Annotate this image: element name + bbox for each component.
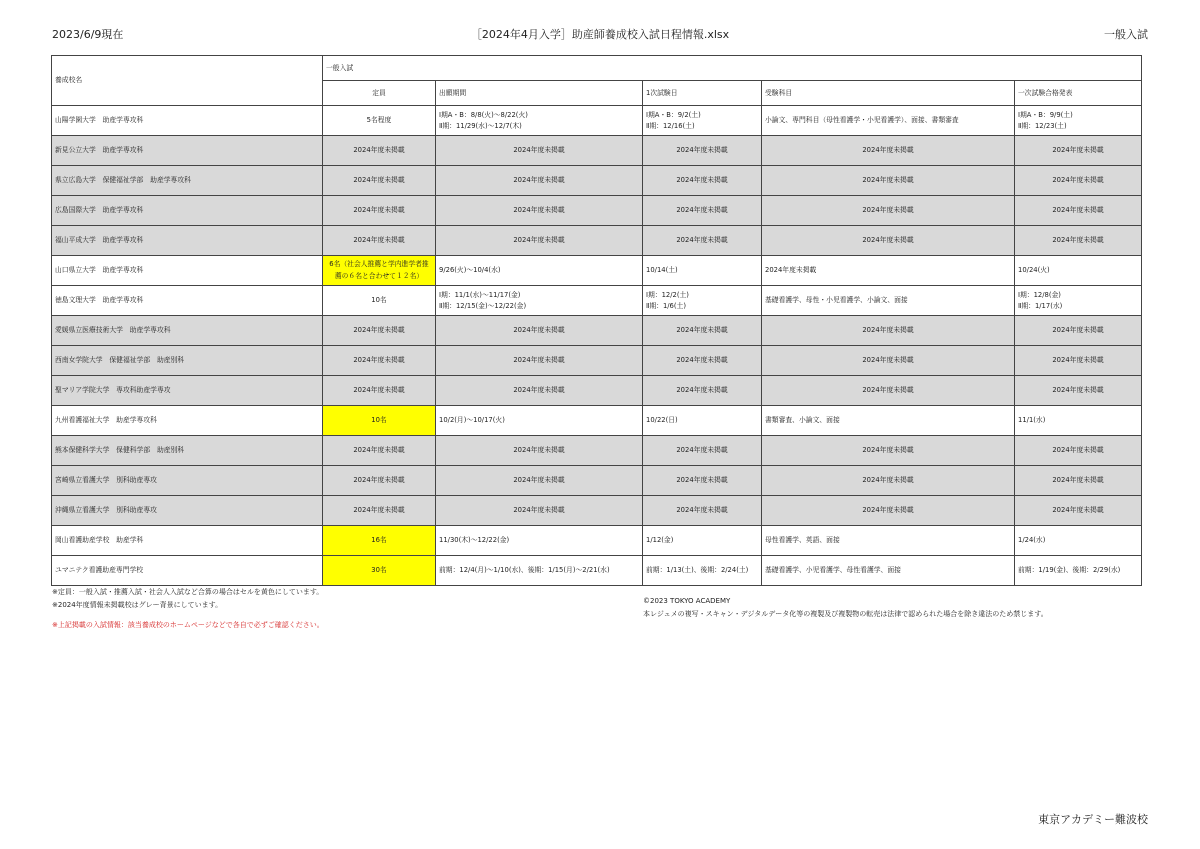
application-period-cell: 2024年度未掲載 bbox=[436, 466, 643, 496]
first-exam-date-cell: 2024年度未掲載 bbox=[643, 436, 762, 466]
table-row bbox=[52, 286, 1142, 316]
table-row bbox=[52, 376, 1142, 406]
capacity-cell: 2024年度未掲載 bbox=[323, 166, 436, 196]
document-title: ［2024年4月入学］助産師養成校入試日程情報.xlsx bbox=[470, 28, 730, 41]
copy-restriction-line: 本レジュメの複写・スキャン・デジタルデータ化等の複製及び複製物の転売は法律で認められた場合を除き違法のため禁じます。 bbox=[643, 609, 1048, 618]
school-name-cell: 新見公立大学 助産学専攻科 bbox=[52, 136, 323, 166]
capacity-cell: 2024年度未掲載 bbox=[323, 316, 436, 346]
school-name-cell: 徳島文理大学 助産学専攻科 bbox=[52, 286, 323, 316]
schedule-table bbox=[51, 55, 1142, 586]
capacity-cell: 2024年度未掲載 bbox=[323, 466, 436, 496]
exam-subjects-cell: 2024年度未掲載 bbox=[762, 466, 1015, 496]
capacity-cell: 10名 bbox=[323, 286, 436, 316]
footer-school-name: 東京アカデミー難波校 bbox=[1038, 813, 1148, 826]
application-period-cell: 2024年度未掲載 bbox=[436, 136, 643, 166]
result-announcement-cell: 2024年度未掲載 bbox=[1015, 496, 1142, 526]
exam-subjects-cell: 2024年度未掲載 bbox=[762, 136, 1015, 166]
exam-subjects-cell: 書類審査、小論文、面接 bbox=[762, 406, 1015, 436]
application-period-cell: 2024年度未掲載 bbox=[436, 316, 643, 346]
school-name-cell: 岡山看護助産学校 助産学科 bbox=[52, 526, 323, 556]
table-row bbox=[52, 166, 1142, 196]
school-name-cell: 西南女学院大学 保健福祉学部 助産別科 bbox=[52, 346, 323, 376]
table-row bbox=[52, 406, 1142, 436]
result-announcement-cell: 1/24(水) bbox=[1015, 526, 1142, 556]
first-exam-date-cell: 2024年度未掲載 bbox=[643, 496, 762, 526]
application-period-cell: 2024年度未掲載 bbox=[436, 196, 643, 226]
capacity-cell: 30名 bbox=[323, 556, 436, 586]
exam-subjects-cell: 2024年度未掲載 bbox=[762, 346, 1015, 376]
first-exam-date-cell: 2024年度未掲載 bbox=[643, 466, 762, 496]
application-period-cell: 11/30(木)〜12/22(金) bbox=[436, 526, 643, 556]
first-exam-date-cell: 2024年度未掲載 bbox=[643, 316, 762, 346]
table-row bbox=[52, 226, 1142, 256]
capacity-cell: 2024年度未掲載 bbox=[323, 346, 436, 376]
school-name-cell: 山口県立大学 助産学専攻科 bbox=[52, 256, 323, 286]
capacity-cell: 2024年度未掲載 bbox=[323, 436, 436, 466]
first-exam-date-cell: 2024年度未掲載 bbox=[643, 136, 762, 166]
corner-label: 養成校名 bbox=[52, 56, 323, 106]
result-announcement-cell: 2024年度未掲載 bbox=[1015, 166, 1142, 196]
first-exam-date-cell: 1/12(金) bbox=[643, 526, 762, 556]
exam-subjects-cell: 2024年度未掲載 bbox=[762, 376, 1015, 406]
result-announcement-cell: 10/24(火) bbox=[1015, 256, 1142, 286]
table-row bbox=[52, 346, 1142, 376]
application-period-cell: 2024年度未掲載 bbox=[436, 346, 643, 376]
table-row bbox=[52, 256, 1142, 286]
result-announcement-cell: 2024年度未掲載 bbox=[1015, 436, 1142, 466]
table-row bbox=[52, 316, 1142, 346]
capacity-cell: 2024年度未掲載 bbox=[323, 496, 436, 526]
result-announcement-cell: 前期：1/19(金)、後期：2/29(水) bbox=[1015, 556, 1142, 586]
column-header-capacity: 定員 bbox=[323, 81, 436, 106]
result-announcement-cell: 2024年度未掲載 bbox=[1015, 136, 1142, 166]
capacity-cell: 2024年度未掲載 bbox=[323, 226, 436, 256]
first-exam-date-cell: 2024年度未掲載 bbox=[643, 346, 762, 376]
column-header-result-announcement: 一次試験合格発表 bbox=[1015, 81, 1142, 106]
application-period-cell: 2024年度未掲載 bbox=[436, 166, 643, 196]
result-announcement-cell: Ⅰ期A・B：9/9(土) Ⅱ期：12/23(土) bbox=[1015, 106, 1142, 136]
application-period-cell: 2024年度未掲載 bbox=[436, 226, 643, 256]
column-header-first-exam-date: 1次試験日 bbox=[643, 81, 762, 106]
school-name-cell: 愛媛県立医療技術大学 助産学専攻科 bbox=[52, 316, 323, 346]
first-exam-date-cell: Ⅰ期A・B：9/2(土) Ⅱ期：12/16(土) bbox=[643, 106, 762, 136]
exam-subjects-cell: 2024年度未掲載 bbox=[762, 196, 1015, 226]
application-period-cell: 2024年度未掲載 bbox=[436, 376, 643, 406]
school-name-cell: ユマニテク看護助産専門学校 bbox=[52, 556, 323, 586]
result-announcement-cell: 11/1(水) bbox=[1015, 406, 1142, 436]
note-yellow-cells: ※定員：一般入試・推薦入試・社会人入試など合算の場合はセルを黄色にしています。 bbox=[52, 588, 324, 596]
notes-block bbox=[52, 586, 324, 632]
exam-subjects-cell: 2024年度未掲載 bbox=[762, 226, 1015, 256]
first-exam-date-cell: 2024年度未掲載 bbox=[643, 196, 762, 226]
exam-subjects-cell: 小論文、専門科目（母性看護学・小児看護学）、面接、書類審査 bbox=[762, 106, 1015, 136]
exam-subjects-cell: 2024年度未掲載 bbox=[762, 166, 1015, 196]
first-exam-date-cell: 2024年度未掲載 bbox=[643, 166, 762, 196]
first-exam-date-cell: 10/14(土) bbox=[643, 256, 762, 286]
exam-subjects-cell: 基礎看護学、母性・小児看護学、小論文、面接 bbox=[762, 286, 1015, 316]
school-name-cell: 広島国際大学 助産学専攻科 bbox=[52, 196, 323, 226]
table-row bbox=[52, 526, 1142, 556]
note-verify-warning: ※上記掲載の入試情報：該当養成校のホームページなどで各自で必ずご確認ください。 bbox=[52, 620, 324, 629]
capacity-cell: 2024年度未掲載 bbox=[323, 376, 436, 406]
first-exam-date-cell: 2024年度未掲載 bbox=[643, 376, 762, 406]
note-gray-rows: ※2024年度情報未掲載校はグレー背景にしています。 bbox=[52, 601, 223, 610]
capacity-cell: 10名 bbox=[323, 406, 436, 436]
exam-subjects-cell: 基礎看護学、小児看護学、母性看護学、面接 bbox=[762, 556, 1015, 586]
column-header-exam-subjects: 受験科目 bbox=[762, 81, 1015, 106]
school-name-cell: 沖縄県立看護大学 別科助産専攻 bbox=[52, 496, 323, 526]
exam-subjects-cell: 2024年度未掲載 bbox=[762, 256, 1015, 286]
capacity-cell: 2024年度未掲載 bbox=[323, 196, 436, 226]
result-announcement-cell: 2024年度未掲載 bbox=[1015, 196, 1142, 226]
application-period-cell: 10/2(月)〜10/17(火) bbox=[436, 406, 643, 436]
first-exam-date-cell: 10/22(日) bbox=[643, 406, 762, 436]
table-row bbox=[52, 196, 1142, 226]
exam-subjects-cell: 2024年度未掲載 bbox=[762, 496, 1015, 526]
table-row bbox=[52, 496, 1142, 526]
table-row bbox=[52, 556, 1142, 586]
result-announcement-cell: 2024年度未掲載 bbox=[1015, 376, 1142, 406]
capacity-cell: 2024年度未掲載 bbox=[323, 136, 436, 166]
application-period-cell: Ⅰ期：11/1(水)〜11/17(金) Ⅱ期：12/15(金)〜12/22(金) bbox=[436, 286, 643, 316]
exam-subjects-cell: 2024年度未掲載 bbox=[762, 316, 1015, 346]
capacity-cell: 6名（社会人推薦と学内進学者推薦の６名と合わせて１２名） bbox=[323, 256, 436, 286]
first-exam-date-cell: 2024年度未掲載 bbox=[643, 226, 762, 256]
school-name-cell: 福山平成大学 助産学専攻科 bbox=[52, 226, 323, 256]
school-name-cell: 県立広島大学 保健福祉学部 助産学専攻科 bbox=[52, 166, 323, 196]
copyright-block bbox=[643, 595, 1048, 621]
result-announcement-cell: 2024年度未掲載 bbox=[1015, 316, 1142, 346]
exam-subjects-cell: 母性看護学、英語、面接 bbox=[762, 526, 1015, 556]
application-period-cell: 2024年度未掲載 bbox=[436, 496, 643, 526]
result-announcement-cell: 2024年度未掲載 bbox=[1015, 346, 1142, 376]
capacity-cell: 16名 bbox=[323, 526, 436, 556]
report-date: 2023/6/9現在 bbox=[52, 28, 124, 41]
school-name-cell: 熊本保健科学大学 保健科学部 助産別科 bbox=[52, 436, 323, 466]
school-name-cell: 宮崎県立看護大学 別科助産専攻 bbox=[52, 466, 323, 496]
table-row bbox=[52, 466, 1142, 496]
result-announcement-cell: 2024年度未掲載 bbox=[1015, 466, 1142, 496]
group-label: 一般入試 bbox=[323, 56, 1142, 81]
capacity-cell: 5名程度 bbox=[323, 106, 436, 136]
column-header-application-period: 出願期間 bbox=[436, 81, 643, 106]
copyright-line: ©2023 TOKYO ACADEMY bbox=[643, 597, 731, 605]
exam-category: 一般入試 bbox=[1104, 28, 1148, 41]
result-announcement-cell: 2024年度未掲載 bbox=[1015, 226, 1142, 256]
table-row bbox=[52, 106, 1142, 136]
application-period-cell: Ⅰ期A・B：8/8(火)〜8/22(火) Ⅱ期：11/29(水)〜12/7(木) bbox=[436, 106, 643, 136]
first-exam-date-cell: 前期：1/13(土)、後期：2/24(土) bbox=[643, 556, 762, 586]
table-row bbox=[52, 136, 1142, 166]
table-row bbox=[52, 436, 1142, 466]
result-announcement-cell: Ⅰ期：12/8(金) Ⅱ期：1/17(水) bbox=[1015, 286, 1142, 316]
school-name-cell: 九州看護福祉大学 助産学専攻科 bbox=[52, 406, 323, 436]
school-name-cell: 聖マリア学院大学 専攻科助産学専攻 bbox=[52, 376, 323, 406]
exam-subjects-cell: 2024年度未掲載 bbox=[762, 436, 1015, 466]
application-period-cell: 2024年度未掲載 bbox=[436, 436, 643, 466]
first-exam-date-cell: Ⅰ期：12/2(土) Ⅱ期：1/6(土) bbox=[643, 286, 762, 316]
application-period-cell: 9/26(火)〜10/4(水) bbox=[436, 256, 643, 286]
application-period-cell: 前期：12/4(月)〜1/10(水)、後期：1/15(月)〜2/21(水) bbox=[436, 556, 643, 586]
school-name-cell: 山陽学園大学 助産学専攻科 bbox=[52, 106, 323, 136]
